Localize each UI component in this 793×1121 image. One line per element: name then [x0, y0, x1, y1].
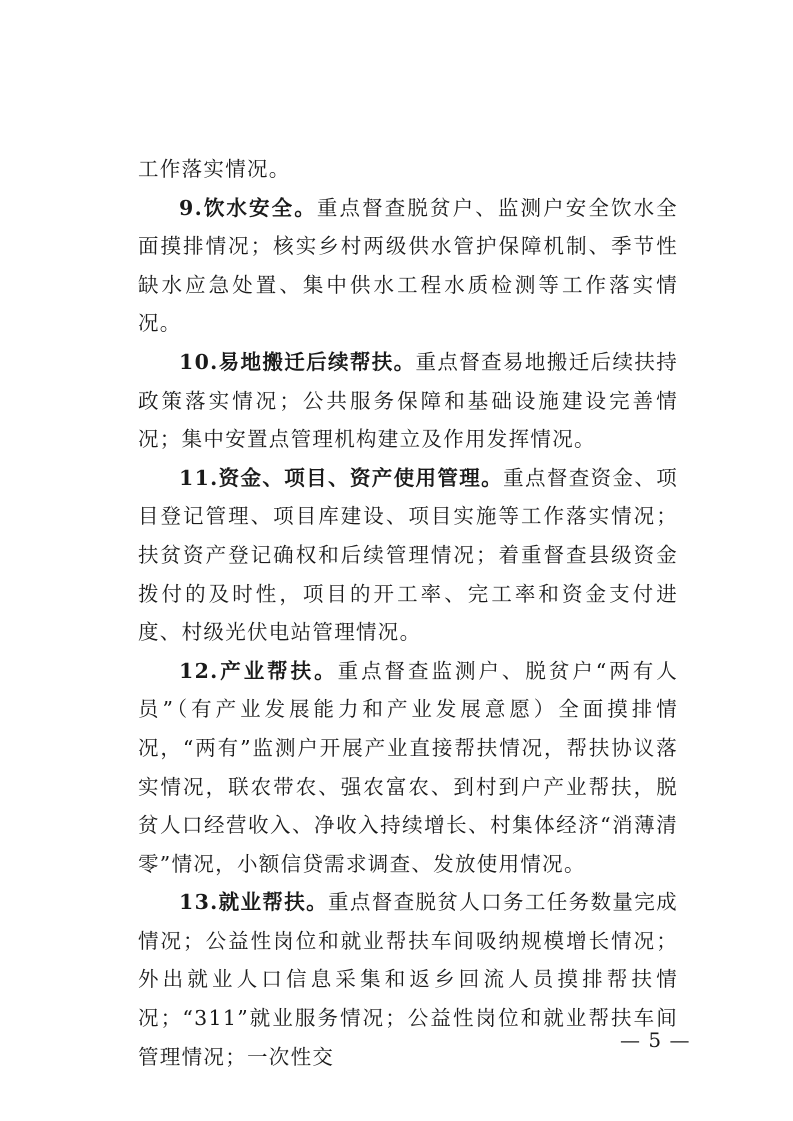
page-number: — 5 —	[620, 1028, 691, 1052]
paragraph-heading: 13.就业帮扶。	[179, 890, 329, 915]
paragraph-11-funds-projects-assets	[138, 459, 678, 652]
paragraph-text: 重点督查易地搬迁后续扶持政策落实情况；公共服务保障和基础设施建设完善情况；集中安置点管理机构建立及作用发挥情况。	[138, 349, 678, 452]
paragraph-10-relocation-support	[138, 343, 678, 459]
paragraph-text: 重点督查资金、项目登记管理、项目库建设、项目实施等工作落实情况；扶贫资产登记确权和后续管理情况；着重督查县级资金拨付的及时性，项目的开工率、完工率和资金支付进度、村级光伏电站管理情况。	[138, 465, 679, 645]
paragraph-heading: 9.饮水安全。	[179, 195, 317, 220]
paragraph-text: 工作落实情况。	[138, 157, 291, 181]
paragraph-text: 重点督查脱贫户、监测户安全饮水全面摸排情况；核实乡村两级供水管护保障机制、季节性缺水应急处置、集中供水工程水质检测等工作落实情况。	[138, 195, 678, 336]
paragraph-13-employment-support	[138, 883, 678, 1076]
paragraph-heading: 10.易地搬迁后续帮扶。	[179, 349, 416, 374]
paragraph-text: 重点督查脱贫人口务工任务数量完成情况；公益性岗位和就业帮扶车间吸纳规模增长情况；外出就业人口信息采集和返乡回流人员摸排帮扶情况；“311”就业服务情况；公益性岗位和就业帮扶车间管理情况；一次性交	[138, 890, 678, 1069]
paragraph-heading: 11.资金、项目、资产使用管理。	[179, 465, 504, 490]
paragraph-8-continuation	[138, 150, 678, 189]
document-body	[138, 150, 678, 1076]
paragraph-heading: 12.产业帮扶。	[179, 658, 338, 683]
paragraph-12-industry-support	[138, 652, 678, 884]
paragraph-9-drinking-water-safety	[138, 189, 678, 343]
paragraph-text: 重点督查监测户、脱贫户“两有人员”（有产业发展能力和产业发展意愿）全面摸排情况，“两有”监测户开展产业直接帮扶情况，帮扶协议落实情况，联农带农、强农富农、到村到户产业帮扶，脱贫人口经营收入、净收入持续增长、村集体经济“消薄清零”情况，小额信贷需求调查、发放使用情况。	[138, 658, 678, 876]
